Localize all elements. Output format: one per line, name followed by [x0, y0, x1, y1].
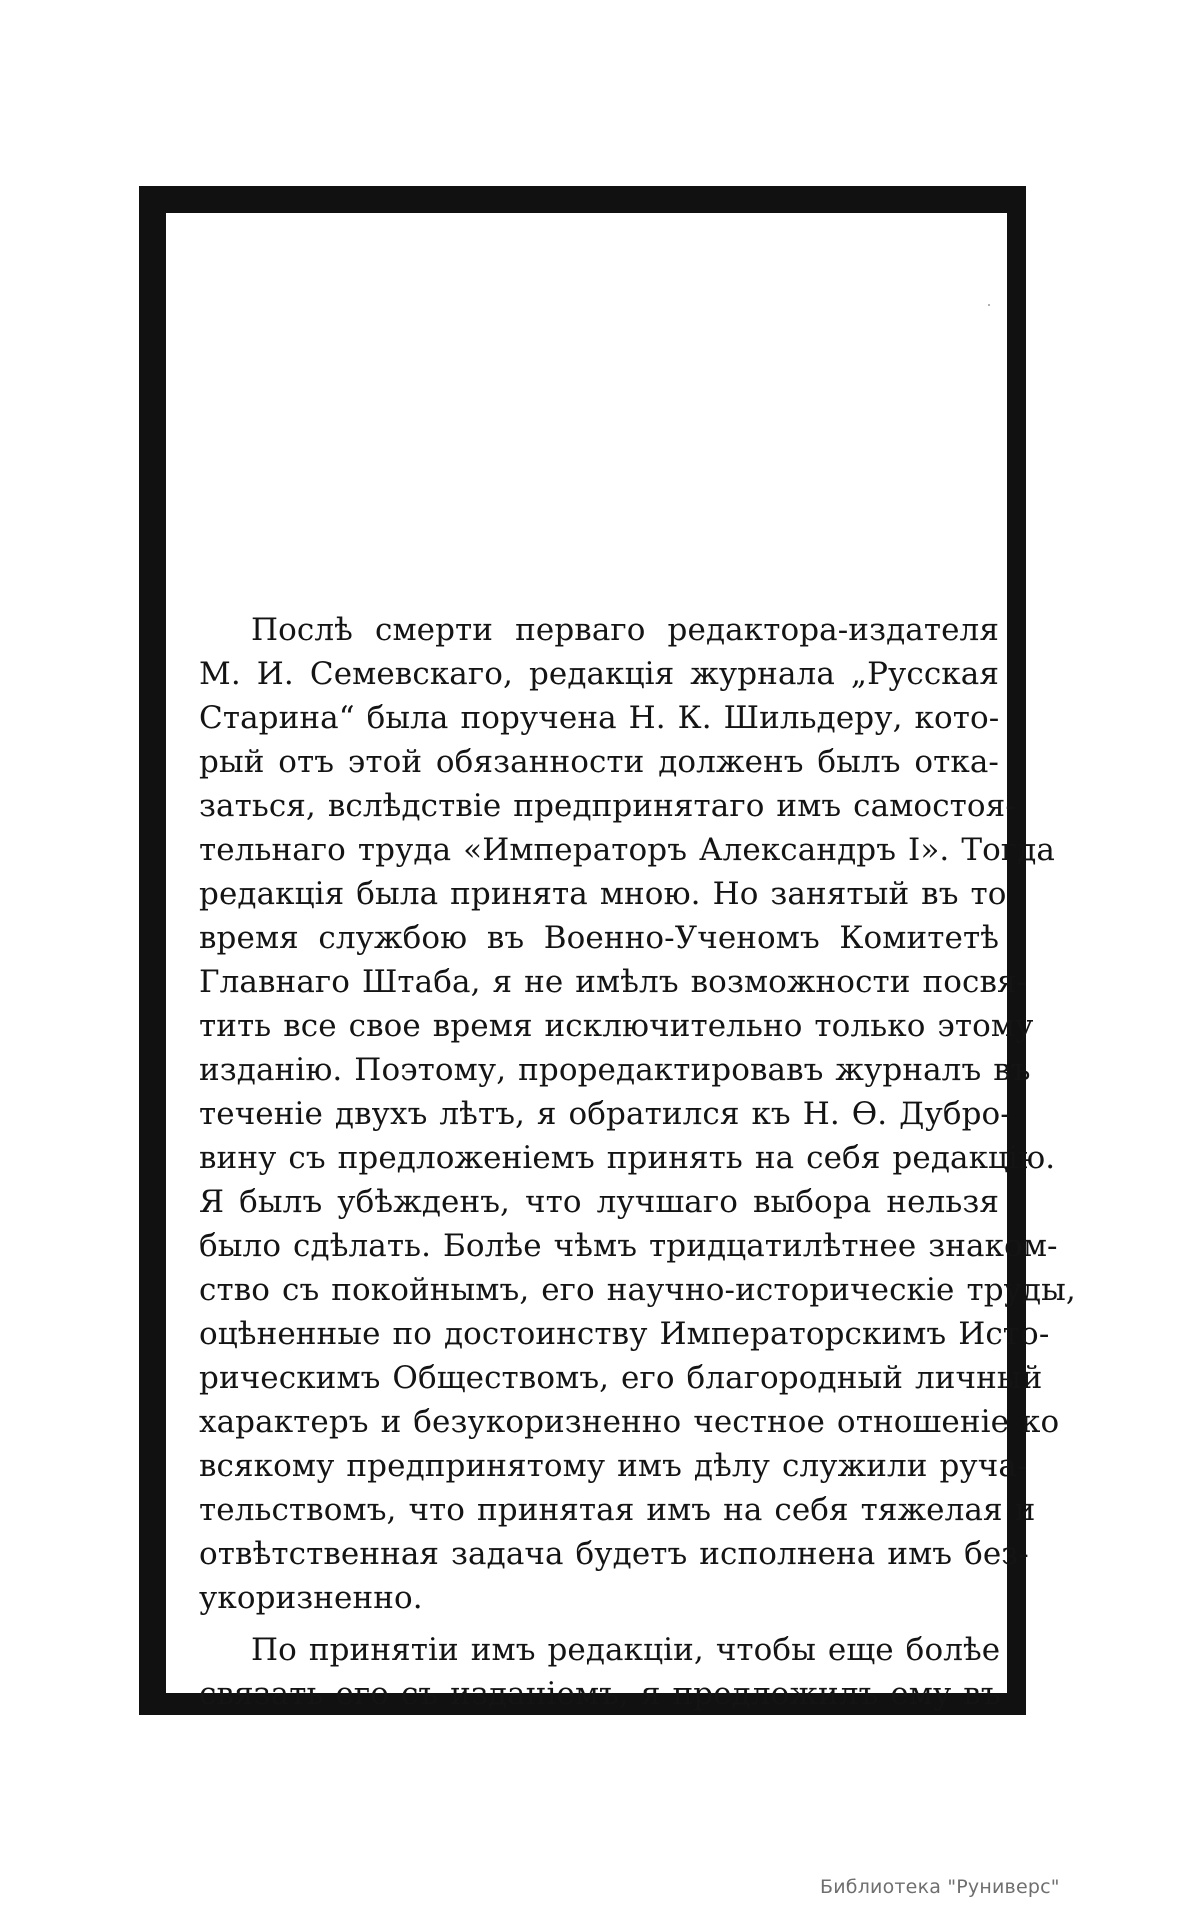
text-line: М. И. Семевскаго, редакція журнала „Русская	[199, 656, 999, 692]
text-line: теченіе двухъ лѣтъ, я обратился къ Н. Ѳ. Дубро-	[199, 1096, 1011, 1132]
text-line: заться, вслѣдствіе предпринятаго имъ самостоя-	[199, 788, 1016, 824]
paragraph-1	[199, 608, 1076, 1620]
text-line: тить все свое время исключительно только этому	[199, 1008, 1034, 1044]
text-line: отвѣтственная задача будетъ исполнена имъ без-	[199, 1536, 1029, 1572]
text-line: время службою въ Военно-Ученомъ Комитетѣ	[199, 920, 999, 956]
text-line: всякому предпринятому имъ дѣлу служили руча-	[199, 1448, 1028, 1484]
text-line: ство съ покойнымъ, его научно-историческіе труды,	[199, 1272, 1076, 1308]
text-line: Старина“ была поручена Н. К. Шильдеру, кото-	[199, 700, 1000, 736]
library-watermark: Библиотека "Руниверс"	[820, 1876, 1060, 1898]
text-line: оцѣненные по достоинству Императорскимъ Исто-	[199, 1316, 1050, 1352]
text-line: По принятіи имъ редакціи, чтобы еще болѣе	[251, 1632, 1001, 1668]
text-line: Я былъ убѣжденъ, что лучшаго выбора нельзя	[199, 1184, 999, 1220]
text-line: Главнаго Штаба, я не имѣлъ возможности посвя-	[199, 964, 1028, 1000]
text-line: тельнаго труда «Императоръ Александръ I». Тогда	[199, 832, 1055, 868]
text-line: Послѣ смерти перваго редактора-издателя	[251, 612, 999, 648]
text-line: укоризненно.	[199, 1580, 423, 1616]
text-line: связать его съ изданіемъ, я предложилъ ему въ	[199, 1676, 1001, 1712]
text-line: редакція была принята мною. Но занятый въ то	[199, 876, 1007, 912]
text-line: рическимъ Обществомъ, его благородный личный	[199, 1360, 1043, 1396]
body-text	[199, 608, 1076, 1716]
text-line: тельствомъ, что принятая имъ на себя тяжелая и	[199, 1492, 1036, 1528]
text-line: было сдѣлать. Болѣе чѣмъ тридцатилѣтнее знаком-	[199, 1228, 1058, 1264]
text-line: изданію. Поэтому, проредактировавъ журналъ въ	[199, 1052, 1031, 1088]
paper-speck	[988, 304, 990, 306]
paragraph-2	[199, 1628, 999, 1716]
text-line: вину съ предложеніемъ принять на себя редакцію.	[199, 1140, 1056, 1176]
text-line: рый отъ этой обязанности долженъ былъ отка-	[199, 744, 999, 780]
text-line: характеръ и безукоризненно честное отношеніе ко	[199, 1404, 1060, 1440]
